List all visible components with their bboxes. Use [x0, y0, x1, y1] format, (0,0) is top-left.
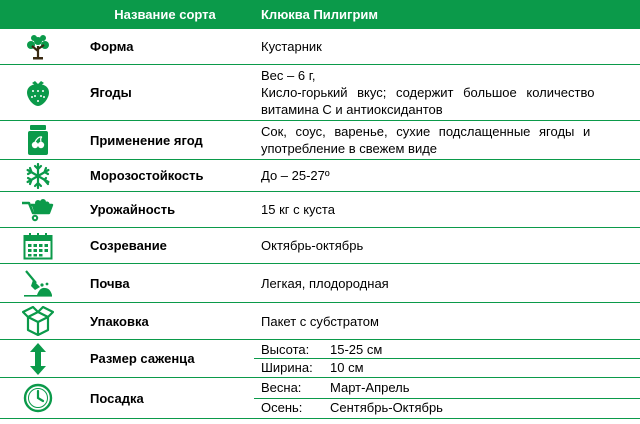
height-cell: Высота: 15-25 см: [261, 342, 383, 357]
table-row-usage: [0, 121, 640, 160]
table-row-planting: [0, 378, 640, 419]
table-row-seedling-size: [0, 340, 640, 378]
table-row-package: [0, 303, 640, 340]
header-variety-name: Клюква Пилигрим: [261, 7, 379, 22]
row-value: 15 кг с куста: [261, 202, 335, 217]
justified-line: Кисло-горький вкус; содержит большое количество: [261, 85, 595, 100]
autumn-cell: Осень: Сентябрь-Октябрь: [261, 400, 443, 415]
row-value: Сок, соус, варенье, сухие подслащенные ягоды и употребление в свежем виде: [261, 124, 591, 156]
box-icon: [0, 303, 76, 339]
shovel-soil-icon: [0, 264, 76, 302]
jam-jar-icon: [0, 121, 76, 159]
table-row-form: [0, 29, 640, 65]
row-label: Упаковка: [90, 313, 149, 329]
row-value: Вес – 6 г, Кисло-горький вкус; содержит большое количество витамина С и антиоксидантов: [261, 68, 595, 117]
width-cell: Ширина: 10 см: [261, 360, 364, 375]
vertical-arrow-icon: [0, 340, 76, 377]
strawberry-icon: [0, 65, 76, 120]
row-value: Пакет с субстратом: [261, 313, 379, 329]
row-label: Применение ягод: [90, 132, 203, 148]
table-row-berries: [0, 65, 640, 121]
snowflake-icon: [0, 160, 76, 191]
row-value: Кустарник: [261, 39, 322, 54]
wheelbarrow-icon: [0, 192, 76, 227]
row-value: Октябрь-октябрь: [261, 238, 364, 253]
row-label: Урожайность: [90, 202, 176, 217]
tree-icon: [0, 29, 76, 64]
clock-icon: [0, 378, 76, 418]
row-label: Ягоды: [90, 85, 132, 100]
row-label: Посадка: [90, 390, 144, 406]
row-value: До – 25-27º: [261, 168, 330, 183]
table-row-yield: [0, 192, 640, 228]
table-row-ripening: [0, 228, 640, 264]
row-label: Форма: [90, 39, 134, 54]
table-row-soil: [0, 264, 640, 303]
spring-cell: Весна: Март-Апрель: [261, 380, 410, 395]
calendar-icon: [0, 228, 76, 263]
row-label: Почва: [90, 275, 130, 291]
table-header: [0, 0, 640, 29]
table-row-frost: [0, 160, 640, 192]
row-value: Легкая, плодородная: [261, 275, 389, 291]
row-label: Морозостойкость: [90, 168, 204, 183]
row-label: Созревание: [90, 238, 167, 253]
header-variety-label: Название сорта: [114, 7, 216, 22]
row-label: Размер саженца: [90, 351, 195, 366]
